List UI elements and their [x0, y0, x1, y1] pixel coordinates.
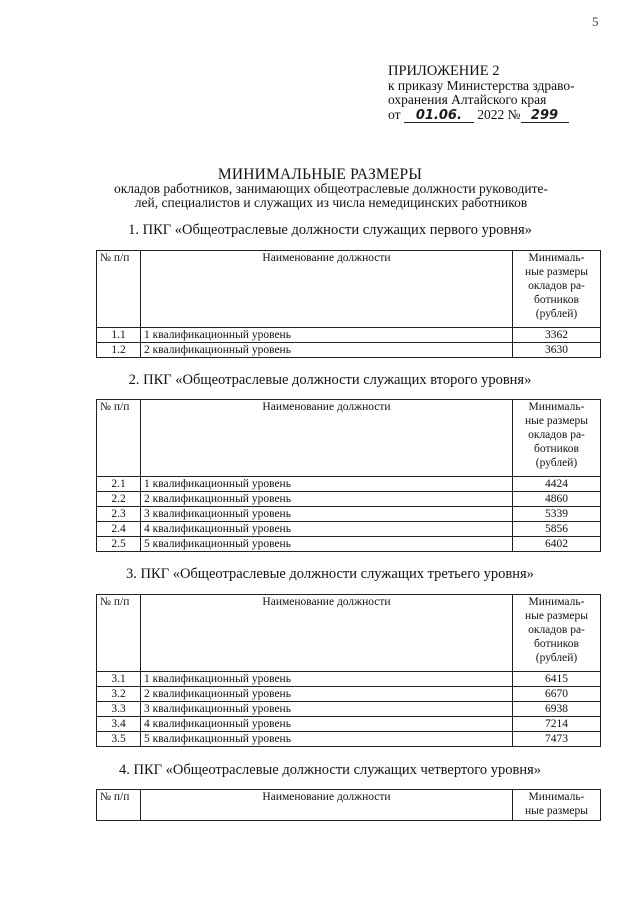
table-header-row	[97, 400, 601, 477]
header-value-line: ботников	[534, 443, 579, 455]
table-row	[97, 717, 601, 732]
row-num: 3.5	[97, 732, 141, 747]
handwritten-number: 299	[521, 110, 569, 123]
row-name: 5 квалификационный уровень	[141, 537, 513, 552]
document-subtitle	[96, 182, 566, 210]
from-label: от	[388, 106, 401, 122]
row-name: 2 квалификационный уровень	[141, 492, 513, 507]
row-name: 1 квалификационный уровень	[141, 672, 513, 687]
header-value-line: Минималь-	[528, 596, 585, 608]
table-row	[97, 732, 601, 747]
table-header-row	[97, 595, 601, 672]
header-value-line: (рублей)	[535, 652, 578, 664]
header-value-line: Минималь-	[528, 252, 585, 264]
table-row	[97, 672, 601, 687]
section-3-title: 3. ПКГ «Общеотраслевые должности служащих третьего уровня»	[126, 566, 534, 582]
table-row	[97, 522, 601, 537]
section-4-title: 4. ПКГ «Общеотраслевые должности служащих четвертого уровня»	[118, 762, 542, 778]
table-header-row	[97, 251, 601, 328]
header-num: № п/п	[97, 400, 141, 477]
row-num: 2.2	[97, 492, 141, 507]
table-row	[97, 537, 601, 552]
row-num: 2.4	[97, 522, 141, 537]
header-value-line: окладов ра-	[528, 429, 585, 441]
header-value-line: Минималь-	[528, 791, 585, 803]
header-value-line: ные размеры	[525, 805, 588, 817]
section-1-table	[96, 250, 601, 358]
row-num: 3.3	[97, 702, 141, 717]
row-value: 7214	[513, 717, 601, 732]
row-num: 2.1	[97, 477, 141, 492]
header-value-line: (рублей)	[535, 457, 578, 469]
subtitle-line-1: окладов работников, занимающих общеотраслевые должности руководите-	[113, 181, 549, 196]
header-value	[513, 790, 601, 821]
row-name: 4 квалификационный уровень	[141, 522, 513, 537]
header-num: № п/п	[97, 595, 141, 672]
section-3-table	[96, 594, 601, 747]
appendix-date-line	[388, 108, 575, 123]
row-num: 1.2	[97, 343, 141, 358]
section-1-title: 1. ПКГ «Общеотраслевые должности служащих первого уровня»	[128, 222, 532, 238]
header-value-line: (рублей)	[535, 308, 578, 320]
section-2-title: 2. ПКГ «Общеотраслевые должности служащих второго уровня»	[128, 372, 532, 388]
appendix-line-1: к приказу Министерства здраво-	[388, 77, 575, 93]
header-name: Наименование должности	[141, 595, 513, 672]
row-num: 3.4	[97, 717, 141, 732]
row-name: 3 квалификационный уровень	[141, 507, 513, 522]
row-name: 2 квалификационный уровень	[141, 687, 513, 702]
header-num: № п/п	[97, 790, 141, 821]
row-value: 6415	[513, 672, 601, 687]
header-value-line: Минималь-	[528, 401, 585, 413]
row-name: 3 квалификационный уровень	[141, 702, 513, 717]
row-num: 2.5	[97, 537, 141, 552]
row-name: 2 квалификационный уровень	[141, 343, 513, 358]
header-value-line: ботников	[534, 638, 579, 650]
row-value: 6938	[513, 702, 601, 717]
header-value-line: ботников	[534, 294, 579, 306]
table-row	[97, 492, 601, 507]
row-num: 2.3	[97, 507, 141, 522]
row-value: 4860	[513, 492, 601, 507]
row-value: 3362	[513, 328, 601, 343]
row-name: 1 квалификационный уровень	[141, 328, 513, 343]
table-row	[97, 328, 601, 343]
row-value: 5856	[513, 522, 601, 537]
header-value-line: окладов ра-	[528, 624, 585, 636]
row-num: 1.1	[97, 328, 141, 343]
handwritten-date: 01.06.	[404, 110, 474, 123]
section-4-table	[96, 789, 601, 821]
appendix-line-2: охранения Алтайского края	[388, 92, 547, 107]
header-value-line: ные размеры	[525, 610, 588, 622]
header-name: Наименование должности	[141, 251, 513, 328]
appendix-title: ПРИЛОЖЕНИЕ 2	[388, 63, 500, 79]
row-num: 3.2	[97, 687, 141, 702]
year: 2022	[477, 106, 505, 122]
header-name: Наименование должности	[141, 400, 513, 477]
header-name: Наименование должности	[141, 790, 513, 821]
table-row	[97, 687, 601, 702]
row-value: 7473	[513, 732, 601, 747]
header-value	[513, 251, 601, 328]
section-2-table	[96, 399, 601, 552]
row-value: 4424	[513, 477, 601, 492]
table-row	[97, 702, 601, 717]
number-label: №	[507, 106, 521, 122]
subtitle-line-2: лей, специалистов и служащих из числа немедицинских работников	[134, 195, 528, 210]
table-header-row	[97, 790, 601, 821]
appendix-block	[388, 64, 575, 123]
row-value: 6670	[513, 687, 601, 702]
header-value	[513, 595, 601, 672]
header-value-line: ные размеры	[525, 266, 588, 278]
table-row	[97, 343, 601, 358]
row-name: 5 квалификационный уровень	[141, 732, 513, 747]
header-value-line: ные размеры	[525, 415, 588, 427]
header-value-line: окладов ра-	[528, 280, 585, 292]
table-row	[97, 507, 601, 522]
row-value: 5339	[513, 507, 601, 522]
page-number: 5	[592, 14, 599, 29]
table-row	[97, 477, 601, 492]
row-value: 3630	[513, 343, 601, 358]
row-num: 3.1	[97, 672, 141, 687]
header-num: № п/п	[97, 251, 141, 328]
header-value	[513, 400, 601, 477]
row-value: 6402	[513, 537, 601, 552]
row-name: 1 квалификационный уровень	[141, 477, 513, 492]
document-title: МИНИМАЛЬНЫЕ РАЗМЕРЫ	[217, 166, 423, 183]
row-name: 4 квалификационный уровень	[141, 717, 513, 732]
